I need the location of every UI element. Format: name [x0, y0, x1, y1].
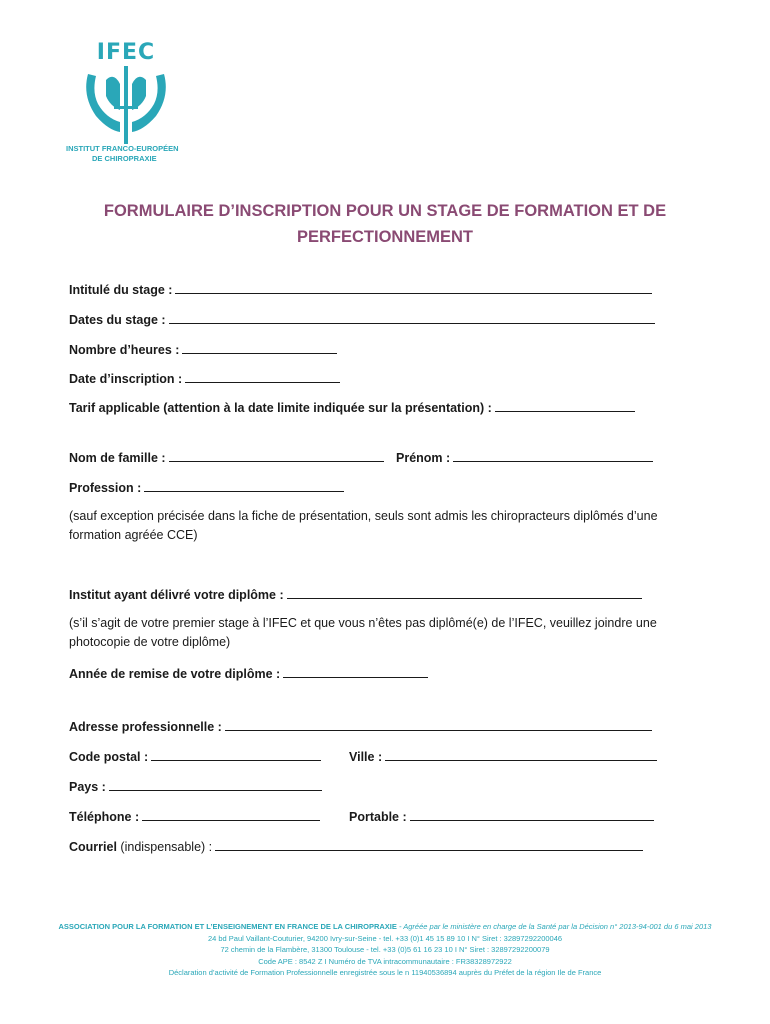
label-nom: Nom de famille : — [69, 451, 166, 465]
footer-address-1: 24 bd Paul Vaillant-Couturier, 94200 Ivry-sur-Seine - tel. +33 (0)1 45 15 89 10 I N° Siret : 32897292200046 — [207, 933, 563, 943]
logo-line-1: INSTITUT FRANCO-EUROPÉEN — [66, 144, 179, 153]
label-institut: Institut ayant délivré votre diplôme : — [69, 588, 284, 602]
input-prenom[interactable] — [453, 449, 653, 462]
input-date-inscription[interactable] — [185, 370, 340, 383]
label-prenom: Prénom : — [396, 451, 451, 465]
input-telephone[interactable] — [142, 808, 320, 821]
ifec-logo — [66, 40, 186, 170]
input-code-postal[interactable] — [151, 748, 321, 761]
field-telephone — [69, 808, 320, 824]
footer-association: ASSOCIATION POUR LA FORMATION ET L’ENSEIGNEMENT EN FRANCE DE LA CHIROPRAXIE — [58, 922, 397, 931]
input-ville[interactable] — [385, 748, 657, 761]
label-annee: Année de remise de votre diplôme : — [69, 667, 281, 681]
logo-name: IFEC — [96, 40, 156, 65]
input-profession[interactable] — [144, 479, 344, 492]
label-portable: Portable : — [349, 810, 407, 824]
field-ville — [349, 748, 657, 764]
chiropractic-figure-icon — [80, 66, 172, 146]
label-courriel-note: (indispensable) : — [120, 840, 213, 854]
field-intitule — [69, 281, 652, 297]
profession-note: (sauf exception précisée dans la fiche de présentation, seuls sont admis les chiropracteurs diplômés d’une formation agréée CCE) — [69, 509, 658, 542]
field-courriel — [69, 838, 643, 854]
input-courriel[interactable] — [215, 838, 643, 851]
field-institut — [69, 586, 642, 602]
input-heures[interactable] — [182, 341, 337, 354]
footer — [40, 921, 730, 979]
footer-line-1 — [40, 921, 730, 933]
field-annee — [69, 665, 428, 681]
label-ville: Ville : — [349, 750, 383, 764]
label-heures: Nombre d’heures : — [69, 343, 180, 357]
label-code-postal: Code postal : — [69, 750, 149, 764]
label-pays: Pays : — [69, 780, 106, 794]
footer-agreement: - Agréée par le ministère en charge de la Santé par la Décision n° 2013-94-001 du 6 mai 2013 — [396, 922, 712, 931]
input-annee[interactable] — [283, 665, 428, 678]
label-tarif: Tarif applicable (attention à la date limite indiquée sur la présentation) : — [69, 401, 492, 415]
input-dates[interactable] — [169, 311, 655, 324]
footer-declaration: Déclaration d’activité de Formation Professionnelle enregistrée sous le n 11940536894 auprès du Préfet de la région Ile de France — [168, 968, 602, 977]
label-date-inscription: Date d’inscription : — [69, 372, 183, 386]
input-institut[interactable] — [287, 586, 642, 599]
label-profession: Profession : — [69, 481, 142, 495]
field-portable — [349, 808, 654, 824]
field-pays — [69, 778, 322, 794]
logo-subtitle — [66, 144, 186, 164]
label-adresse: Adresse professionnelle : — [69, 720, 222, 734]
input-portable[interactable] — [410, 808, 654, 821]
form-title: FORMULAIRE D’INSCRIPTION POUR UN STAGE DE FORMATION ET DE PERFECTIONNEMENT — [103, 202, 667, 246]
field-adresse — [69, 718, 652, 734]
label-dates: Dates du stage : — [69, 313, 166, 327]
footer-codes: Code APE : 8542 Z I Numéro de TVA intracommunautaire : FR38328972922 — [258, 956, 512, 966]
label-intitule: Intitulé du stage : — [69, 283, 173, 297]
field-nom — [69, 449, 384, 465]
diplome-note: (s’il s’agit de votre premier stage à l’IFEC et que vous n’êtes pas diplômé(e) de l’IFEC, veuillez joindre une photocopie de votre diplôme) — [69, 616, 657, 649]
field-prenom — [396, 449, 653, 465]
field-dates — [69, 311, 655, 327]
footer-address-2: 72 chemin de la Flambère, 31300 Toulouse - tel. +33 (0)5 61 16 23 10 I N° Siret : 32897292200079 — [220, 945, 550, 954]
logo-line-2: DE CHIROPRAXIE — [92, 154, 157, 163]
field-code-postal — [69, 748, 321, 764]
label-telephone: Téléphone : — [69, 810, 140, 824]
input-tarif[interactable] — [495, 399, 635, 412]
label-courriel: Courriel — [69, 840, 117, 854]
field-date-inscription — [69, 370, 340, 386]
input-nom[interactable] — [169, 449, 384, 462]
input-adresse[interactable] — [225, 718, 652, 731]
field-heures — [69, 341, 337, 357]
field-profession — [69, 479, 344, 495]
input-intitule[interactable] — [175, 281, 652, 294]
field-tarif — [69, 399, 635, 415]
input-pays[interactable] — [109, 778, 322, 791]
